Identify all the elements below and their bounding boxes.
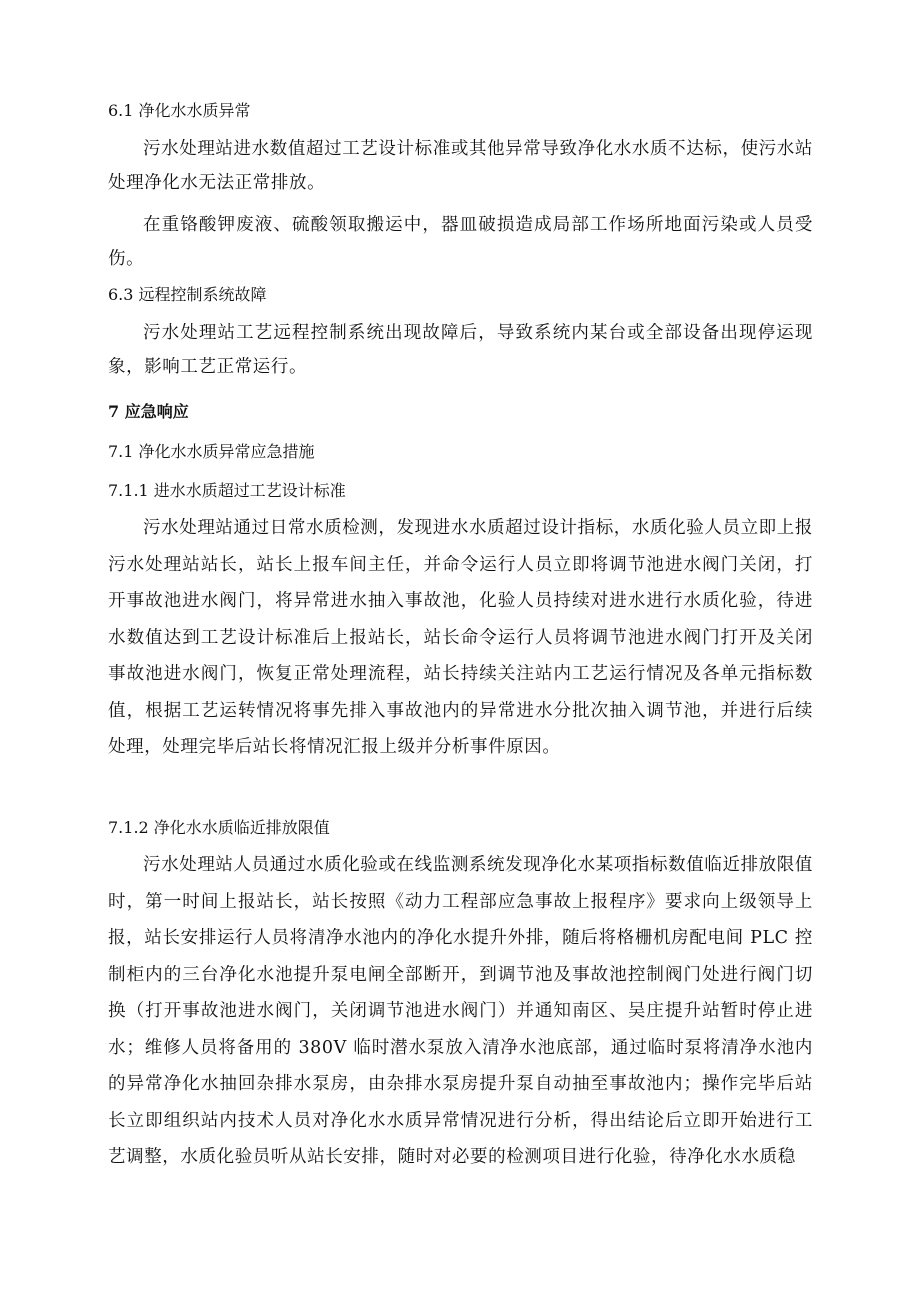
- section-heading-7-1: 7.1 净化水水质异常应急措施: [108, 442, 315, 461]
- section-heading-7-1-1: 7.1.1 进水水质超过工艺设计标准: [108, 481, 346, 500]
- section-heading-6-1: 6.1 净化水水质异常: [108, 101, 251, 120]
- section-heading-7-1-2: 7.1.2 净化水水质临近排放限值: [108, 818, 330, 837]
- section-heading-6-3: 6.3 远程控制系统故障: [108, 285, 267, 304]
- paragraph-6-1-description: 污水处理站进水数值超过工艺设计标准或其他异常导致净化水水质不达标，使污水站处理净化水无法正常排放。: [108, 139, 813, 193]
- section-heading-7: 7 应急响应: [108, 402, 189, 421]
- paragraph-7-1-1-procedure: 污水处理站通过日常水质检测，发现进水水质超过设计指标，水质化验人员立即上报污水处理站站长，站长上报车间主任，并命令运行人员立即将调节池进水阀门关闭，打开事故池进水阀门，将异常进水抽入事故池，化验人员持续对进水进行水质化验，待进水数值达到工艺设计标准后上报站长，站长命令运行人员将调节池进水阀门打开及关闭事故池进水阀门，恢复正常处理流程，站长持续关注站内工艺运行情况及各单元指标数值，根据工艺运转情况将事先排入事故池内的异常进水分批次抽入调节池，并进行后续处理，处理完毕后站长将情况汇报上级并分析事件原因。: [108, 518, 813, 757]
- paragraph-6-2-description: 在重铬酸钾废液、硫酸领取搬运中，器皿破损造成局部工作场所地面污染或人员受伤。: [108, 215, 813, 269]
- paragraph-6-3-description: 污水处理站工艺远程控制系统出现故障后，导致系统内某台或全部设备出现停运现象，影响工艺正常运行。: [108, 323, 813, 377]
- paragraph-7-1-2-procedure: 污水处理站人员通过水质化验或在线监测系统发现净化水某项指标数值临近排放限值时，第一时间上报站长，站长按照《动力工程部应急事故上报程序》要求向上级领导上报，站长安排运行人员将清净水池内的净化水提升外排，随后将格栅机房配电间 PLC 控制柜内的三台净化水池提升泵电闸全部断开，到调节池及事故池控制阀门处进行阀门切换（打开事故池进水阀门，关闭调节池进水阀门）并通知南区、吴庄提升站暂时停止进水；维修人员将备用的 380V 临时潜水泵放入清净水池底部，通过临时泵将清净水池内的异常净化水抽回杂排水泵房，由杂排水泵房提升泵自动抽至事故池内；操作完毕后站长立即组织站内技术人员对净化水水质异常情况进行分析，得出结论后立即开始进行工艺调整，水质化验员听从站长安排，随时对必要的检测项目进行化验，待净化水水质稳: [108, 855, 813, 1167]
